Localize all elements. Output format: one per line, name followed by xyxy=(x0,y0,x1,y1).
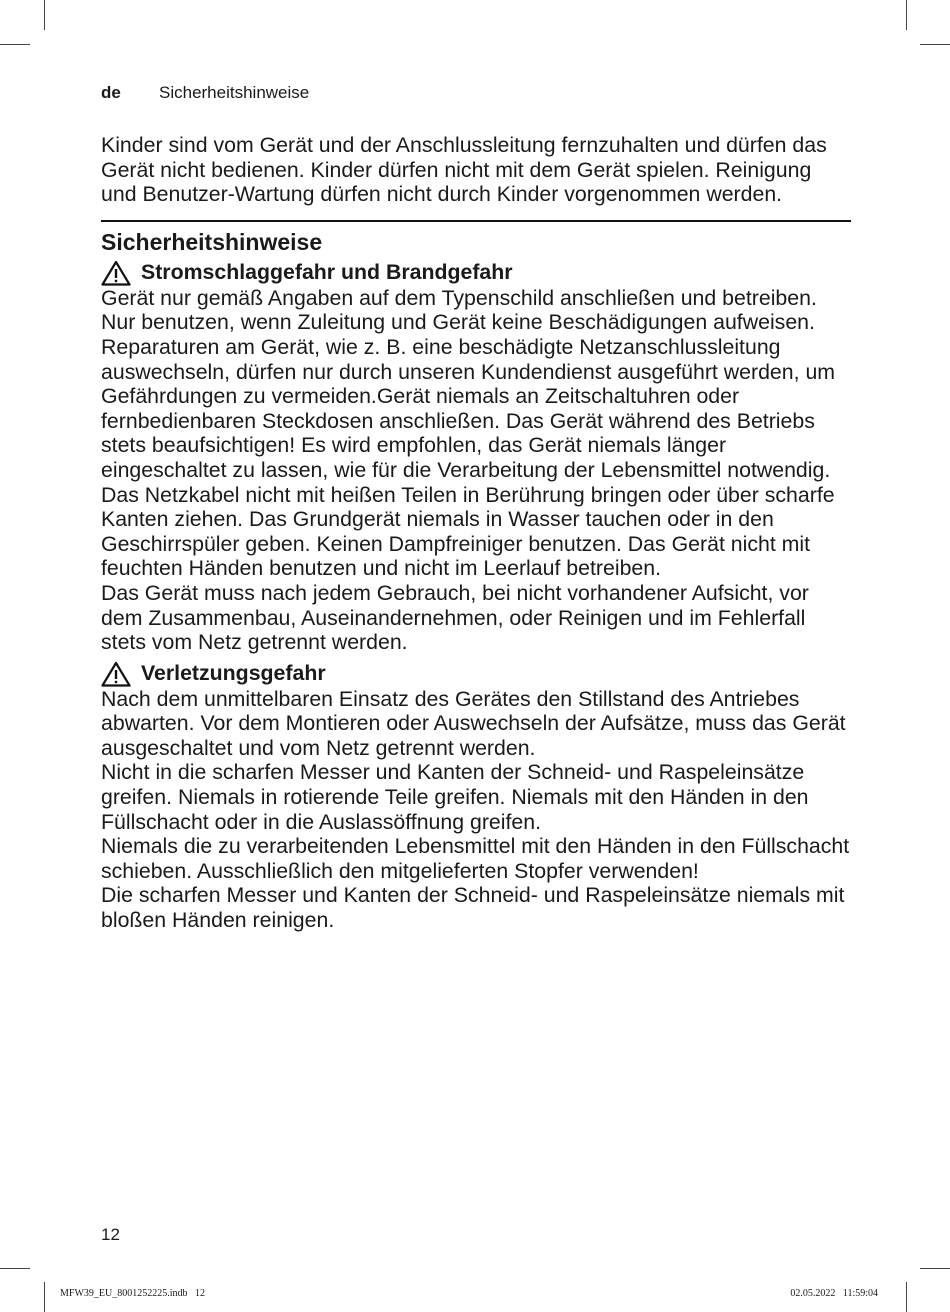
page-number: 12 xyxy=(101,1225,120,1244)
warning-paragraph: Nicht in die scharfen Messer und Kanten der Schneid- und Raspeleinsätze greifen. Niemals in rotierende Teile greifen. Niemals mit den Händen in den Füllschacht oder in die Auslassöffnung greifen. xyxy=(101,760,809,834)
warning-title: Verletzungsgefahr xyxy=(141,661,326,686)
language-code: de xyxy=(101,83,121,102)
running-header xyxy=(101,83,309,103)
warning-paragraph: Das Gerät muss nach jedem Gebrauch, bei nicht vorhandener Aufsicht, vor dem Zusammenbau, Auseinandernehmen, oder Reinigen und im Fehlerfall stets vom Netz getrennt werden. xyxy=(101,580,809,655)
warning-title: Stromschlaggefahr und Brandgefahr xyxy=(141,260,513,285)
warning-paragraph: Gerät nur gemäß Angaben auf dem Typenschild anschließen und betreiben. Nur benutzen, wenn Zuleitung und Gerät keine Beschädigungen aufweisen. Reparaturen am Gerät, wie z. B. eine beschädigte Netzanschlussleitung auswechseln, dürfen nur durch unseren Kundendienst ausgeführt werden, um Gefährdungen zu vermeiden.Gerät niemals an Zeitschaltuhren oder fernbedienbaren Steckdosen anschließen. Das Gerät während des Betriebs stets beaufsichtigen! Es wird empfohlen, das Gerät niemals länger eingeschaltet zu lassen, wie für die Verarbeitung der Lebensmittel notwendig. xyxy=(101,285,836,482)
crop-mark xyxy=(920,1268,950,1269)
crop-mark xyxy=(0,1268,30,1269)
warning-triangle-icon xyxy=(101,260,131,286)
warning-heading xyxy=(101,661,851,687)
print-datetime: 02.05.2022 11:59:04 xyxy=(790,1288,878,1299)
crop-mark xyxy=(906,1282,907,1312)
crop-mark xyxy=(906,0,907,30)
intro-paragraph: Kinder sind vom Gerät und der Anschlussleitung fernzuhalten und dürfen das Gerät nicht bedienen. Kinder dürfen nicht mit dem Gerät spielen. Reinigung und Benutzer-Wartung dürfen nicht durch Kinder vorgenommen werden. xyxy=(101,133,827,207)
crop-mark xyxy=(44,1282,45,1312)
crop-mark xyxy=(0,44,30,45)
print-file-info: MFW39_EU_8001252225.indb 12 xyxy=(60,1288,205,1299)
warning-paragraph: Nach dem unmittelbaren Einsatz des Gerätes den Stillstand des Antriebes abwarten. Vor dem Montieren oder Auswechseln der Aufsätze, muss das Gerät ausgeschaltet und vom Netz getrennt werden. xyxy=(101,686,846,760)
warning-triangle-icon xyxy=(101,661,131,687)
warning-paragraph: Das Netzkabel nicht mit heißen Teilen in Berührung bringen oder über scharfe Kanten ziehen. Das Grundgerät niemals in Wasser tauchen oder in den Geschirrspüler geben. Keinen Dampfreiniger benutzen. Das Gerät nicht mit feuchten Händen benutzen und nicht im Leerlauf betreiben. xyxy=(101,482,835,581)
warning-heading xyxy=(101,260,851,286)
crop-mark xyxy=(920,44,950,45)
warning-paragraph: Niemals die zu verarbeitenden Lebensmittel mit den Händen in den Füllschacht schieben. Ausschließlich den mitgelieferten Stopfer verwenden! xyxy=(101,834,850,883)
header-section: Sicherheitshinweise xyxy=(159,83,310,102)
section-divider xyxy=(101,220,851,222)
warning-block-injury xyxy=(101,661,851,933)
crop-mark xyxy=(44,0,45,30)
page-content xyxy=(101,133,851,933)
section-title: Sicherheitshinweise xyxy=(101,228,323,255)
warning-block-electric xyxy=(101,260,851,655)
warning-paragraph: Die scharfen Messer und Kanten der Schneid- und Raspeleinsätze niemals mit bloßen Händen reinigen. xyxy=(101,883,845,933)
